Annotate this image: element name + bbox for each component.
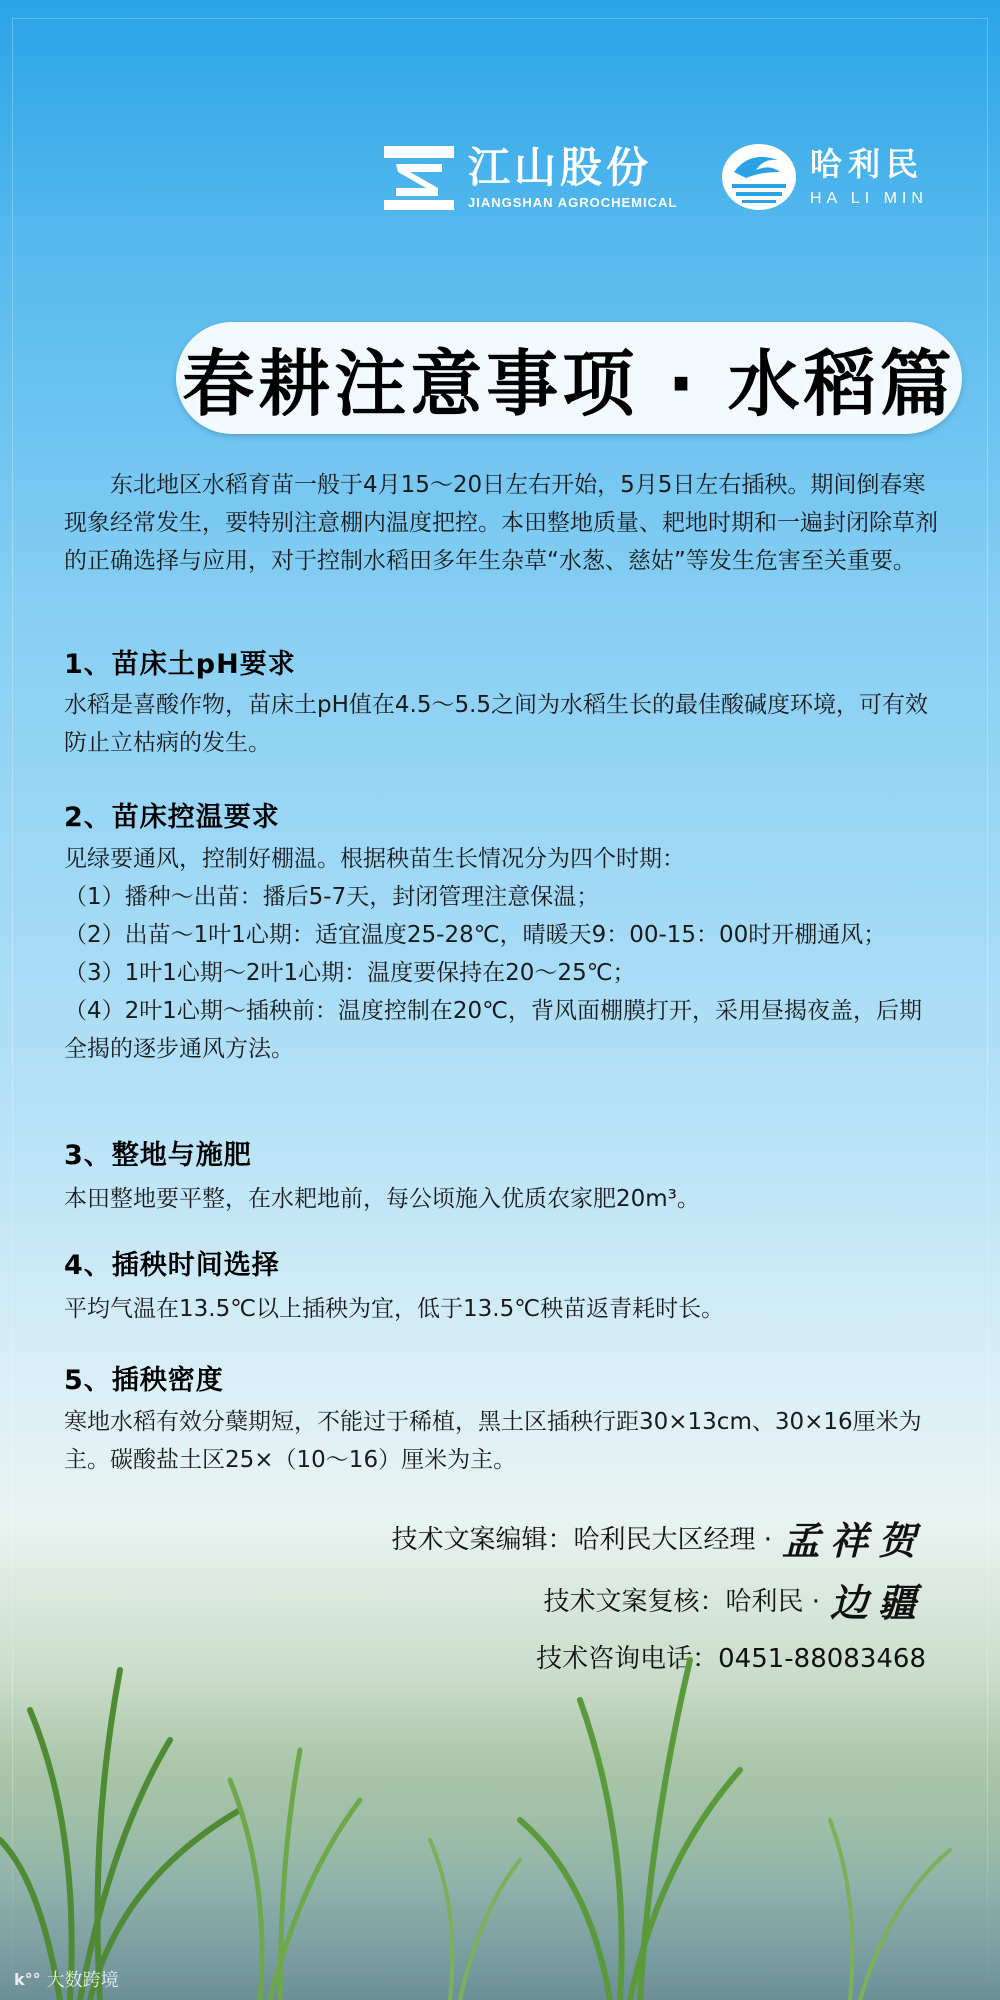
section-line: 水稻是喜酸作物，苗床土pH值在4.5～5.5之间为水稻生长的最佳酸碱度环境，可有效防止立枯病的发生。 — [64, 692, 929, 756]
section-line: （2）出苗～1叶1心期：适宜温度25-28℃，晴暖天9：00-15：00时开棚通风； — [64, 922, 887, 948]
halimin-logo — [720, 142, 928, 212]
intro-paragraph: 东北地区水稻育苗一般于4月15～20日左右开始，5月5日左右插秧。期间倒春寒现象经常发生，要特别注意棚内温度把控。本田整地质量、耙地时期和一遍封闭除草剂的正确选择与应用，对于控制水稻田多年生杂草“水葱、慈姑”等发生危害至关重要。 — [64, 472, 938, 574]
halimin-name: 哈利民 — [810, 145, 925, 183]
section-heading-temp: 2、苗床控温要求 — [64, 802, 280, 833]
section-line: （1）播种～出苗：播后5-7天，封闭管理注意保温； — [64, 884, 600, 910]
watermark-logo-icon: k°° — [14, 1969, 41, 1989]
jiangshan-logo — [380, 142, 677, 212]
section-line: 寒地水稻有效分蘖期短，不能过于稀植，黑土区插秧行距30×13cm、30×16厘米为主。碳酸盐土区25×（10～16）厘米为主。 — [64, 1409, 922, 1473]
section-body-fert — [64, 1180, 944, 1218]
section-heading-time: 4、插秧时间选择 — [64, 1250, 280, 1281]
section-line: 本田整地要平整，在水耙地前，每公顷施入优质农家肥20m³。 — [64, 1186, 700, 1212]
section-body-temp — [64, 840, 944, 1068]
title-banner — [176, 322, 962, 434]
phone-label: 技术咨询电话：0451-88083468 — [536, 1644, 926, 1674]
section-line: （4）2叶1心期～插秧前：温度控制在20℃，背风面棚膜打开，采用昼揭夜盖，后期全揭的逐步通风方法。 — [64, 998, 922, 1062]
credit-reviewer-label: 技术文案复核：哈利民 · — [543, 1587, 820, 1617]
section-body-ph — [64, 686, 944, 762]
section-line: 见绿要通风，控制好棚温。根据秧苗生长情况分为四个时期： — [64, 846, 685, 872]
jiangshan-name: 江山股份 — [468, 142, 653, 192]
section-line: （3）1叶1心期～2叶1心期：温度要保持在20～25℃； — [64, 960, 636, 986]
jiangshan-sub: JIANGSHAN AGROCHEMICAL — [468, 194, 678, 210]
jiangshan-logo-icon — [380, 142, 458, 212]
section-line: 平均气温在13.5℃以上插秧为宜，低于13.5℃秧苗返青耗时长。 — [64, 1296, 725, 1322]
watermark-text: 大数跨境 — [46, 1970, 119, 1991]
rice-plants-illustration — [0, 1580, 1000, 2000]
reviewer-signature: 边疆 — [829, 1580, 926, 1625]
section-heading-fert: 3、整地与施肥 — [64, 1140, 252, 1171]
credit-editor — [391, 1510, 926, 1565]
editor-signature: 孟祥贺 — [781, 1518, 926, 1563]
watermark — [14, 1966, 119, 1992]
credit-editor-label: 技术文案编辑：哈利民大区经理 · — [391, 1525, 772, 1555]
page-title: 春耕注意事项 · 水稻篇 — [182, 342, 956, 426]
section-heading-ph: 1、苗床土pH要求 — [64, 649, 296, 680]
halimin-logo-icon — [720, 142, 798, 212]
section-heading-density: 5、插秧密度 — [64, 1365, 224, 1396]
halimin-sub: HA LI MIN — [810, 190, 928, 207]
section-body-density — [64, 1403, 944, 1479]
section-body-time — [64, 1290, 944, 1328]
